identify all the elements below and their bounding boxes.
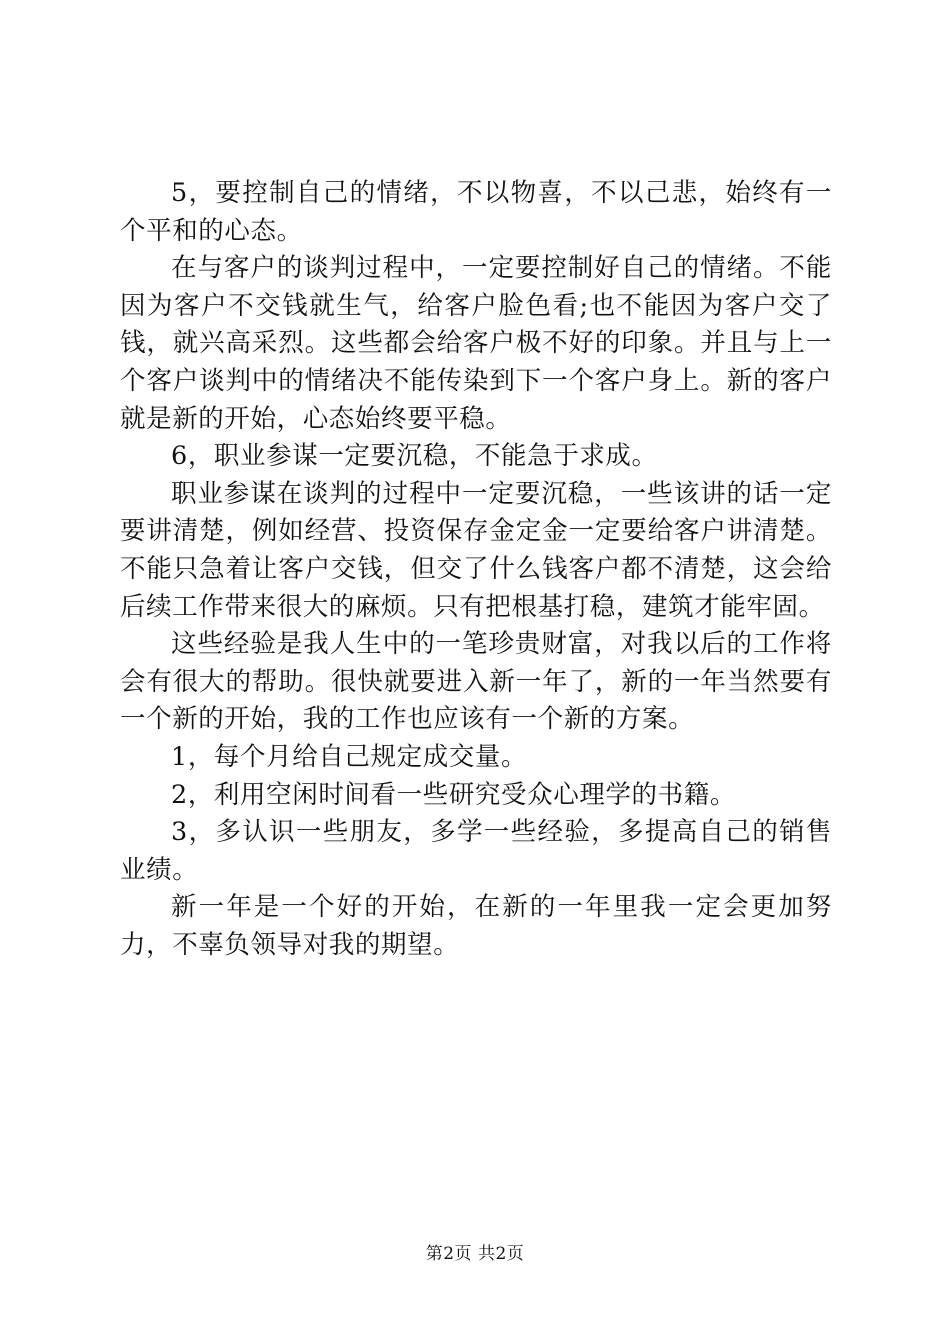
plan-item-3: 3，多认识一些朋友，多学一些经验，多提高自己的销售业绩。 bbox=[120, 817, 832, 885]
plan-item-1: 1，每个月给自己规定成交量。 bbox=[171, 741, 528, 772]
paragraph-item-5-heading: 5，要控制自己的情绪，不以物喜，不以己悲，始终有一个平和的心态。 bbox=[120, 178, 832, 246]
paragraph-experience-summary: 这些经验是我人生中的一笔珍贵财富，对我以后的工作将会有很大的帮助。很快就要进入新一年了，新的一年当然要有一个新的开始，我的工作也应该有一个新的方案。 bbox=[120, 629, 832, 735]
paragraph-steady-consultant: 职业参谋在谈判的过程中一定要沉稳，一些该讲的话一定要讲清楚，例如经营、投资保存金定金一定要给客户讲清楚。不能只急着让客户交钱，但交了什么钱客户都不清楚，这会给后续工作带来很大的麻烦。只有把根基打稳，建筑才能牢固。 bbox=[120, 478, 832, 622]
plan-item-2: 2，利用空闲时间看一些研究受众心理学的书籍。 bbox=[171, 779, 736, 810]
page-footer: 第2页 共2页 bbox=[425, 1244, 525, 1264]
paragraph-item-6-heading: 6，职业参谋一定要沉稳，不能急于求成。 bbox=[171, 441, 658, 472]
document-body bbox=[120, 175, 832, 964]
paragraph-emotion-control: 在与客户的谈判过程中，一定要控制好自己的情绪。不能因为客户不交钱就生气，给客户脸色看;也不能因为客户交了钱，就兴高采烈。这些都会给客户极不好的印象。并且与上一个客户谈判中的情绪决不能传染到下一个客户身上。新的客户就是新的开始，心态始终要平稳。 bbox=[120, 253, 832, 434]
paragraph-closing: 新一年是一个好的开始，在新的一年里我一定会更加努力，不辜负领导对我的期望。 bbox=[120, 892, 832, 960]
